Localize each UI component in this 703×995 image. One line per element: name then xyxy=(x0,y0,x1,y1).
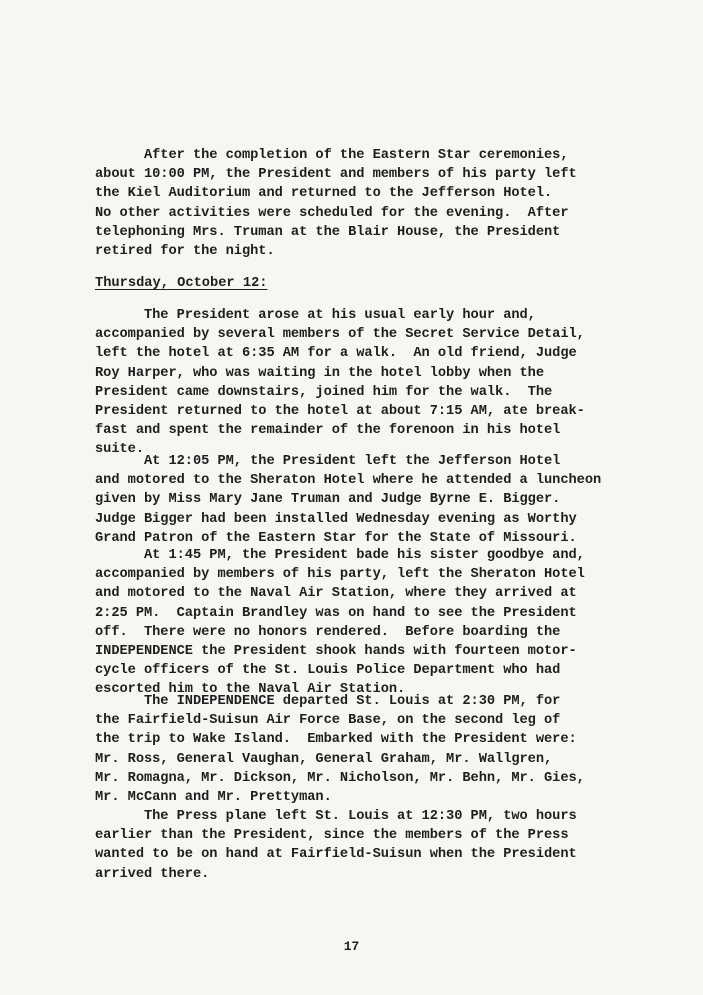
paragraph-morning-walk xyxy=(95,306,595,460)
text-line: escorted him to the Naval Air Station. xyxy=(95,682,406,698)
paragraph-luncheon xyxy=(95,452,602,548)
text-line: and motored to the Naval Air Station, where they arrived at xyxy=(95,586,577,602)
text-line: arrived there. xyxy=(95,866,210,882)
text-line: Judge Bigger had been installed Wednesday evening as Worthy xyxy=(95,511,577,527)
paragraph-eastern-star xyxy=(95,146,595,261)
text-line: the Kiel Auditorium and returned to the Jefferson Hotel. xyxy=(95,186,553,202)
text-line: President came downstairs, joined him for the walk. The xyxy=(95,384,553,400)
text-line: accompanied by members of his party, left the Sheraton Hotel xyxy=(95,567,585,583)
text-line: the Fairfield-Suisun Air Force Base, on the second leg of xyxy=(95,713,561,729)
text-line: At 1:45 PM, the President bade his sister goodbye and, xyxy=(95,548,585,563)
text-line: After the completion of the Eastern Star ceremonies, xyxy=(95,148,569,163)
page-number: 17 xyxy=(343,939,360,954)
text-line: about 10:00 PM, the President and members of his party left xyxy=(95,167,577,183)
text-line: No other activities were scheduled for the evening. After xyxy=(95,205,569,221)
text-line: 2:25 PM. Captain Brandley was on hand to see the President xyxy=(95,605,577,621)
text-line: the trip to Wake Island. Embarked with the President were: xyxy=(95,732,577,748)
text-line: accompanied by several members of the Secret Service Detail, xyxy=(95,327,585,343)
text-line: earlier than the President, since the members of the Press xyxy=(95,828,569,844)
text-line: Mr. Romagna, Mr. Dickson, Mr. Nicholson, Mr. Behn, Mr. Gies, xyxy=(95,770,585,786)
text-line: Grand Patron of the Eastern Star for the State of Missouri. xyxy=(95,530,577,546)
text-line: given by Miss Mary Jane Truman and Judge Byrne E. Bigger. xyxy=(95,492,561,508)
text-line: At 12:05 PM, the President left the Jefferson Hotel xyxy=(95,454,561,469)
text-line: off. There were no honors rendered. Before boarding the xyxy=(95,624,561,640)
text-line: telephoning Mrs. Truman at the Blair House, the President xyxy=(95,224,561,240)
paragraph-naval-air-station xyxy=(95,546,595,700)
text-line: cycle officers of the St. Louis Police Department who had xyxy=(95,663,561,679)
text-line: and motored to the Sheraton Hotel where he attended a luncheon xyxy=(95,473,602,489)
text-line: The Press plane left St. Louis at 12:30 PM, two hours xyxy=(95,809,577,824)
text-line: Mr. Ross, General Vaughan, General Graham, Mr. Wallgren, xyxy=(95,751,553,767)
text-line: The INDEPENDENCE departed St. Louis at 2:30 PM, for xyxy=(95,694,561,709)
text-line: wanted to be on hand at Fairfield-Suisun when the President xyxy=(95,847,577,863)
text-line: left the hotel at 6:35 AM for a walk. An old friend, Judge xyxy=(95,346,577,362)
text-line: Mr. McCann and Mr. Prettyman. xyxy=(95,790,332,806)
section-heading: Thursday, October 12: xyxy=(95,276,268,291)
text-line: suite. xyxy=(95,442,144,458)
text-line: The President arose at his usual early hour and, xyxy=(95,308,536,323)
text-line: INDEPENDENCE the President shook hands with fourteen motor- xyxy=(95,644,577,660)
paragraph-press-plane xyxy=(95,807,595,884)
text-line: Roy Harper, who was waiting in the hotel lobby when the xyxy=(95,365,545,381)
paragraph-independence-departure xyxy=(95,692,595,807)
text-line: fast and spent the remainder of the forenoon in his hotel xyxy=(95,423,561,439)
text-line: retired for the night. xyxy=(95,244,275,260)
text-line: President returned to the hotel at about 7:15 AM, ate break- xyxy=(95,404,585,420)
